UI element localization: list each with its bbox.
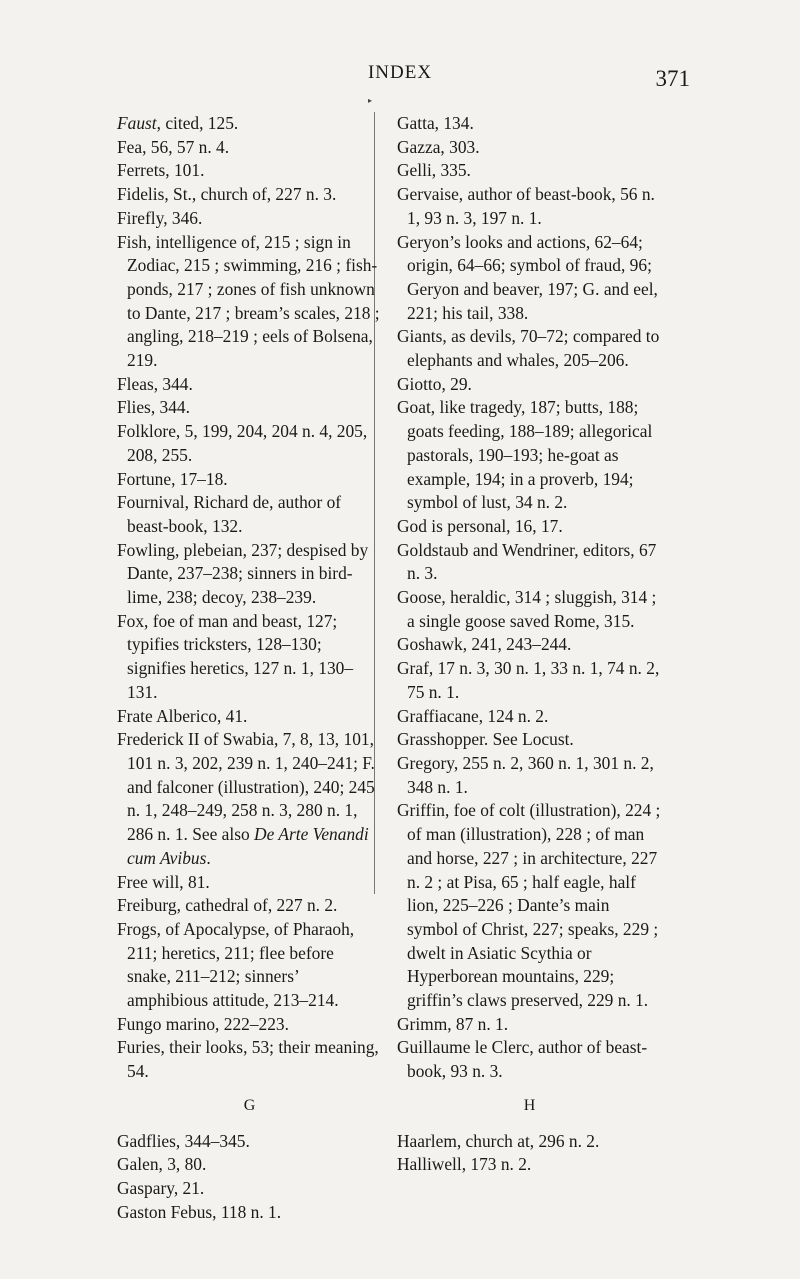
index-entry: Fox, foe of man and beast, 127; typifies tricksters, 128–130; signifies heretics, 127 n. 1, 130–131.: [117, 610, 354, 702]
index-entry: Griffin, foe of colt (illustration), 224 ; of man (illustration), 228 ; of man and horse, 227 ; in architecture, 227 n. 2 ; at Pisa, 65 ; half eagle, half lion, 225–226 ; Dante’s main symbol of Christ, 227; speaks, 229 ; dwelt in Asiatic Scythia or Hyperborean mountains, 229; griffin’s claws preserved, 229 n. 1.: [397, 800, 661, 1011]
index-entry: Gadflies, 344–345.: [117, 1130, 250, 1151]
index-entry: Giants, as devils, 70–72; compared to elephants and whales, 205–206.: [397, 326, 660, 371]
page-header: [0, 62, 800, 105]
index-entry: Gregory, 255 n. 2, 360 n. 1, 301 n. 2, 348 n. 1.: [397, 752, 654, 797]
index-entry: Frederick II of Swabia, 7, 8, 13, 101, 101 n. 3, 202, 239 n. 1, 240–241; F. and falconer (illustration), 240; 245 n. 1, 248–249, 258 n. 3, 280 n. 1, 286 n. 1. See also De Arte Venandi cum Avibus.: [117, 729, 375, 868]
index-entry: Firefly, 346.: [117, 207, 203, 228]
index-entry: Fleas, 344.: [117, 373, 193, 394]
index-entry: Fungo marino, 222–223.: [117, 1013, 289, 1034]
right-column: [397, 112, 662, 1177]
index-entry: Haarlem, church at, 296 n. 2.: [397, 1130, 600, 1151]
index-entry: Galen, 3, 80.: [117, 1154, 207, 1175]
index-entry: Grimm, 87 n. 1.: [397, 1013, 509, 1034]
index-entry: Frate Alberico, 41.: [117, 705, 248, 726]
index-entry: Flies, 344.: [117, 397, 190, 418]
left-column: [117, 112, 382, 1224]
index-columns: [117, 112, 682, 1242]
index-entry: Graffiacane, 124 n. 2.: [397, 705, 549, 726]
index-entry: Folklore, 5, 199, 204, 204 n. 4, 205, 208, 255.: [117, 421, 368, 465]
index-entry: Gazza, 303.: [397, 136, 480, 157]
index-entry: Gervaise, author of beast-book, 56 n. 1, 93 n. 3, 197 n. 1.: [397, 184, 655, 228]
index-entry: Gatta, 134.: [397, 113, 474, 133]
index-entry: Goldstaub and Wendriner, editors, 67 n. 3.: [397, 539, 657, 584]
page-number: 371: [655, 66, 690, 91]
index-entry: Halliwell, 173 n. 2.: [397, 1154, 532, 1175]
index-entry: Fortune, 17–18.: [117, 468, 228, 489]
section-letter-g: G: [243, 1096, 256, 1114]
index-entry: Goshawk, 241, 243–244.: [397, 634, 572, 655]
index-entry: Grasshopper. See Locust.: [397, 729, 574, 750]
index-entry: God is personal, 16, 17.: [397, 515, 563, 536]
index-entry: Freiburg, cathedral of, 227 n. 2.: [117, 895, 338, 916]
index-entry: Goose, heraldic, 314 ; sluggish, 314 ; a single goose saved Rome, 315.: [397, 587, 657, 631]
index-entry: Fidelis, St., church of, 227 n. 3.: [117, 184, 337, 205]
index-entry: Fish, intelligence of, 215 ; sign in Zodiac, 215 ; swimming, 216 ; fish-ponds, 217 ; zones of fish unknown to Dante, 217 ; bream’s scales, 218 ; angling, 218–219 ; eels of Bolsena, 219.: [117, 231, 380, 371]
running-head: INDEX: [367, 62, 433, 83]
index-entry: Fournival, Richard de, author of beast-book, 132.: [117, 492, 342, 536]
index-entry: Graf, 17 n. 3, 30 n. 1, 33 n. 1, 74 n. 2, 75 n. 1.: [397, 658, 660, 702]
index-entry: Gelli, 335.: [397, 160, 471, 181]
index-entry: Fea, 56, 57 n. 4.: [117, 136, 230, 157]
index-entry: Faust, cited, 125.: [117, 113, 239, 133]
index-entry: Giotto, 29.: [397, 373, 472, 394]
index-entry: Frogs, of Apocalypse, of Pharaoh, 211; heretics, 211; flee before snake, 211–212; sinners’ amphibious attitude, 213–214.: [117, 918, 355, 1011]
index-entry: Goat, like tragedy, 187; butts, 188; goats feeding, 188–189; allegorical pastorals, 190–193; he-goat as example, 194; in a proverb, 194; symbol of lust, 34 n. 2.: [397, 397, 653, 513]
index-entry: Gaspary, 21.: [117, 1177, 205, 1198]
index-entry: Ferrets, 101.: [117, 160, 205, 181]
index-entry: Fowling, plebeian, 237; despised by Dante, 237–238; sinners in bird-lime, 238; decoy, 238–239.: [117, 539, 369, 608]
ornament-mark: ▸: [368, 96, 373, 105]
index-entry: Free will, 81.: [117, 871, 210, 892]
index-entry: Gaston Febus, 118 n. 1.: [117, 1201, 282, 1222]
section-letter-h: H: [523, 1096, 536, 1114]
index-entry: Geryon’s looks and actions, 62–64; origin, 64–66; symbol of fraud, 96; Geryon and beaver, 197; G. and eel, 221; his tail, 338.: [397, 231, 658, 323]
index-entry: Guillaume le Clerc, author of beast-book, 93 n. 3.: [397, 1037, 648, 1082]
index-entry: Furies, their looks, 53; their meaning, 54.: [117, 1037, 379, 1082]
